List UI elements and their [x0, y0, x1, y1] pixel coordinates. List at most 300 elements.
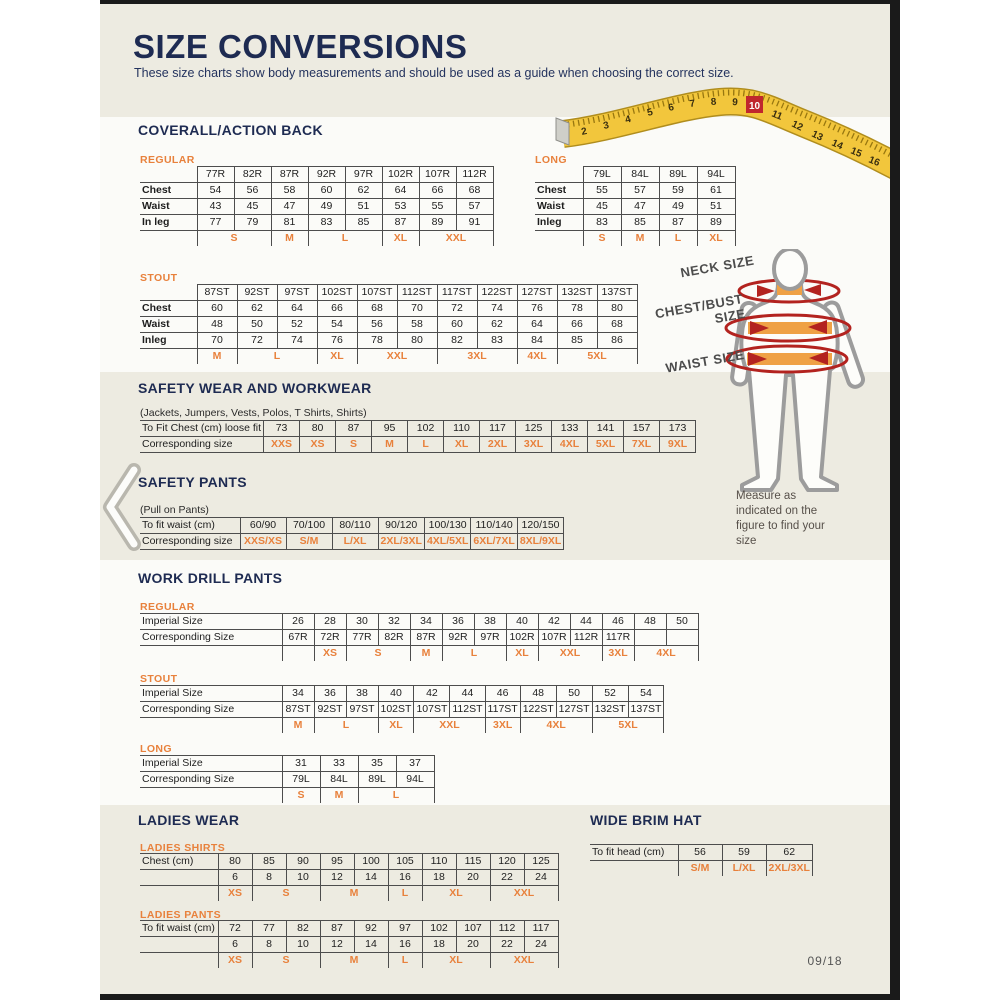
- value-cell: 46: [485, 686, 520, 702]
- size-group: L/XL: [722, 861, 766, 876]
- value-cell: 85: [557, 333, 597, 349]
- size-table: [140, 685, 664, 733]
- value-cell: 52: [277, 317, 317, 333]
- value-cell: 61: [697, 183, 735, 199]
- value-cell: 76: [517, 301, 557, 317]
- value-cell: 9XL: [660, 437, 696, 453]
- value-cell: 58: [397, 317, 437, 333]
- size-group: L: [659, 231, 697, 246]
- row-label: Chest: [140, 183, 197, 199]
- value-cell: 105: [388, 854, 422, 870]
- row-label: Corresponding Size: [140, 630, 282, 646]
- value-cell: 79L: [282, 772, 320, 788]
- value-cell: 55: [419, 199, 456, 215]
- svg-text:2: 2: [580, 126, 589, 138]
- value-cell: 49: [308, 199, 345, 215]
- neck-size-label: NECK SIZE: [679, 252, 756, 281]
- value-cell: 100: [354, 854, 388, 870]
- page-subtitle: These size charts show body measurements and should be used as a guide when choosing the correct size.: [134, 66, 734, 80]
- corner-cell: [140, 167, 197, 183]
- value-cell: 5XL: [588, 437, 624, 453]
- value-cell: 72: [218, 921, 252, 937]
- value-cell: 42: [538, 614, 570, 630]
- svg-text:6: 6: [667, 102, 676, 114]
- size-group: XXL: [490, 886, 558, 901]
- value-cell: 8: [252, 870, 286, 886]
- size-group: S: [197, 231, 271, 246]
- row-label: Chest (cm): [140, 854, 218, 870]
- value-cell: 52: [592, 686, 628, 702]
- safety-wear-table: [140, 420, 696, 453]
- value-cell: 89: [697, 215, 735, 231]
- value-cell: 50: [237, 317, 277, 333]
- size-group: S: [583, 231, 621, 246]
- value-cell: 64: [277, 301, 317, 317]
- column-header: 112R: [456, 167, 493, 183]
- size-group: XL: [697, 231, 735, 246]
- value-cell: 73: [264, 421, 300, 437]
- figure-caption: Measure as indicated on the figure to find your size: [736, 490, 825, 547]
- value-cell: 46: [602, 614, 634, 630]
- value-cell: 70/100: [286, 518, 332, 534]
- value-cell: 137ST: [628, 702, 664, 718]
- value-cell: 60: [197, 301, 237, 317]
- work-drill-regular-label: REGULAR: [140, 601, 195, 613]
- size-group: M: [320, 886, 388, 901]
- value-cell: 6: [218, 870, 252, 886]
- svg-text:12: 12: [789, 118, 805, 134]
- column-header: 132ST: [557, 285, 597, 301]
- svg-text:13: 13: [809, 128, 825, 144]
- value-cell: 110: [422, 854, 456, 870]
- wide-brim-hat-table: [590, 844, 813, 876]
- row-label: Imperial Size: [140, 756, 282, 772]
- value-cell: [634, 630, 666, 646]
- value-cell: 48: [197, 317, 237, 333]
- svg-text:7: 7: [688, 98, 696, 110]
- value-cell: 92R: [442, 630, 474, 646]
- size-group: M: [621, 231, 659, 246]
- value-cell: 115: [456, 854, 490, 870]
- value-cell: 54: [197, 183, 234, 199]
- value-cell: 97ST: [346, 702, 378, 718]
- value-cell: 117ST: [485, 702, 520, 718]
- value-cell: 102: [408, 421, 444, 437]
- size-group: XXL: [414, 718, 485, 733]
- value-cell: XXS/XS: [240, 534, 286, 550]
- value-cell: 44: [570, 614, 602, 630]
- coverall-long-table: [535, 166, 736, 246]
- value-cell: 91: [456, 215, 493, 231]
- value-cell: 30: [346, 614, 378, 630]
- size-group: XS: [314, 646, 346, 661]
- size-group: 5XL: [592, 718, 664, 733]
- value-cell: 77R: [346, 630, 378, 646]
- value-cell: 83: [583, 215, 621, 231]
- size-group: L: [388, 953, 422, 968]
- corner-cell: [535, 167, 583, 183]
- value-cell: 64: [382, 183, 419, 199]
- value-cell: 28: [314, 614, 346, 630]
- value-cell: 102ST: [378, 702, 414, 718]
- value-cell: 14: [354, 937, 388, 953]
- safety-pants-table: [140, 517, 564, 550]
- value-cell: 127ST: [556, 702, 592, 718]
- ladies-pants-label: LADIES PANTS: [140, 909, 222, 921]
- value-cell: 59: [659, 183, 697, 199]
- ladies-shirts-label: LADIES SHIRTS: [140, 842, 226, 854]
- value-cell: 90: [286, 854, 320, 870]
- row-label: Chest: [140, 301, 197, 317]
- value-cell: 78: [557, 301, 597, 317]
- column-header: 87R: [271, 167, 308, 183]
- column-header: 89L: [659, 167, 697, 183]
- size-group: S: [282, 788, 320, 803]
- corner-cell: [590, 861, 678, 876]
- value-cell: L/XL: [332, 534, 378, 550]
- row-label: [140, 870, 218, 886]
- value-cell: 62: [345, 183, 382, 199]
- value-cell: 110: [444, 421, 480, 437]
- value-cell: 122ST: [520, 702, 556, 718]
- value-cell: 16: [388, 870, 422, 886]
- value-cell: 48: [520, 686, 556, 702]
- value-cell: 22: [490, 870, 524, 886]
- value-cell: 68: [597, 317, 637, 333]
- column-header: 122ST: [477, 285, 517, 301]
- column-header: 87ST: [197, 285, 237, 301]
- value-cell: 97: [388, 921, 422, 937]
- column-header: 77R: [197, 167, 234, 183]
- corner-cell: [140, 953, 218, 968]
- value-cell: 36: [314, 686, 346, 702]
- size-group: 3XL: [485, 718, 520, 733]
- value-cell: 68: [456, 183, 493, 199]
- size-group: XXL: [357, 349, 437, 364]
- column-header: 82R: [234, 167, 271, 183]
- value-cell: 62: [477, 317, 517, 333]
- corner-cell: [140, 718, 282, 733]
- row-label: Inleg: [535, 215, 583, 231]
- value-cell: 92ST: [314, 702, 346, 718]
- column-header: 94L: [697, 167, 735, 183]
- size-group: M: [320, 953, 388, 968]
- value-cell: 8XL/9XL: [517, 534, 563, 550]
- value-cell: 87: [382, 215, 419, 231]
- value-cell: 49: [659, 199, 697, 215]
- row-label: Waist: [535, 199, 583, 215]
- size-table: [535, 166, 736, 246]
- value-cell: 89: [419, 215, 456, 231]
- value-cell: 54: [317, 317, 357, 333]
- row-label: Waist: [140, 199, 197, 215]
- size-group: 4XL: [517, 349, 557, 364]
- corner-cell: [535, 231, 583, 246]
- value-cell: 107ST: [414, 702, 450, 718]
- value-cell: 80: [397, 333, 437, 349]
- value-cell: 10: [286, 937, 320, 953]
- size-table: [590, 844, 813, 876]
- value-cell: 67R: [282, 630, 314, 646]
- row-label: Inleg: [140, 333, 197, 349]
- value-cell: 60: [308, 183, 345, 199]
- value-cell: 58: [271, 183, 308, 199]
- svg-text:5: 5: [646, 106, 655, 119]
- page-title: SIZE CONVERSIONS: [133, 28, 468, 65]
- size-table: [140, 920, 559, 968]
- chest-size-label: CHEST/BUST SIZE: [653, 291, 747, 327]
- tape-metal-tip: [556, 118, 569, 145]
- value-cell: 53: [382, 199, 419, 215]
- row-label: To Fit Chest (cm) loose fit: [140, 421, 264, 437]
- value-cell: 34: [410, 614, 442, 630]
- work-drill-long-label: LONG: [140, 743, 172, 755]
- head: [774, 249, 806, 289]
- value-cell: 102: [422, 921, 456, 937]
- row-label: Corresponding size: [140, 534, 240, 550]
- section-heading-safety-wear: SAFETY WEAR AND WORKWEAR: [138, 380, 372, 396]
- value-cell: 56: [357, 317, 397, 333]
- column-header: 97R: [345, 167, 382, 183]
- value-cell: 68: [357, 301, 397, 317]
- value-cell: 74: [477, 301, 517, 317]
- value-cell: 89L: [358, 772, 396, 788]
- section-heading-hat: WIDE BRIM HAT: [590, 812, 702, 828]
- value-cell: XS: [300, 437, 336, 453]
- size-group: XXL: [538, 646, 602, 661]
- column-header: 107ST: [357, 285, 397, 301]
- value-cell: 133: [552, 421, 588, 437]
- value-cell: 47: [271, 199, 308, 215]
- size-group: XL: [378, 718, 414, 733]
- value-cell: 3XL: [516, 437, 552, 453]
- row-label: Waist: [140, 317, 197, 333]
- safety-wear-note: (Jackets, Jumpers, Vests, Polos, T Shirts, Shirts): [140, 407, 367, 419]
- size-group: L: [358, 788, 434, 803]
- value-cell: 40: [378, 686, 414, 702]
- value-cell: L: [408, 437, 444, 453]
- value-cell: 117: [480, 421, 516, 437]
- value-cell: 56: [678, 845, 722, 861]
- coverall-regular-label: REGULAR: [140, 154, 195, 166]
- coverall-stout-table: [140, 284, 638, 364]
- value-cell: 50: [666, 614, 698, 630]
- waist-size-label: WAIST SIZE: [664, 346, 746, 376]
- value-cell: 32: [378, 614, 410, 630]
- value-cell: 77: [197, 215, 234, 231]
- value-cell: 95: [372, 421, 408, 437]
- value-cell: 102R: [506, 630, 538, 646]
- neck-arrow-right: [804, 284, 821, 296]
- value-cell: 95: [320, 854, 354, 870]
- size-group: XS: [218, 886, 252, 901]
- row-label: In leg: [140, 215, 197, 231]
- svg-text:4: 4: [624, 113, 633, 126]
- section-heading-ladies: LADIES WEAR: [138, 812, 240, 828]
- value-cell: 120/150: [517, 518, 563, 534]
- size-group: XXL: [419, 231, 493, 246]
- row-label: [140, 937, 218, 953]
- size-group: 3XL: [437, 349, 517, 364]
- value-cell: 107: [456, 921, 490, 937]
- value-cell: 87: [320, 921, 354, 937]
- value-cell: 18: [422, 937, 456, 953]
- value-cell: 132ST: [592, 702, 628, 718]
- value-cell: 14: [354, 870, 388, 886]
- value-cell: 33: [320, 756, 358, 772]
- value-cell: 37: [396, 756, 434, 772]
- value-cell: [666, 630, 698, 646]
- column-header: 112ST: [397, 285, 437, 301]
- value-cell: 22: [490, 937, 524, 953]
- value-cell: 57: [621, 183, 659, 199]
- coverall-long-label: LONG: [535, 154, 567, 166]
- value-cell: 110/140: [471, 518, 517, 534]
- value-cell: 76: [317, 333, 357, 349]
- value-cell: 44: [450, 686, 485, 702]
- corner-cell: [140, 886, 218, 901]
- column-header: 102ST: [317, 285, 357, 301]
- value-cell: 20: [456, 937, 490, 953]
- value-cell: 79: [234, 215, 271, 231]
- row-label: Chest: [535, 183, 583, 199]
- value-cell: 157: [624, 421, 660, 437]
- column-header: 79L: [583, 167, 621, 183]
- value-cell: 24: [524, 937, 558, 953]
- value-cell: 24: [524, 870, 558, 886]
- value-cell: 70: [397, 301, 437, 317]
- corner-cell: [140, 646, 282, 661]
- work-drill-regular-table: [140, 613, 699, 661]
- size-group: L: [314, 718, 378, 733]
- safety-pants-note: (Pull on Pants): [140, 504, 209, 516]
- value-cell: 141: [588, 421, 624, 437]
- value-cell: 20: [456, 870, 490, 886]
- row-label: Corresponding Size: [140, 772, 282, 788]
- value-cell: 18: [422, 870, 456, 886]
- value-cell: 31: [282, 756, 320, 772]
- value-cell: 62: [237, 301, 277, 317]
- svg-text:3: 3: [602, 120, 611, 132]
- value-cell: 43: [197, 199, 234, 215]
- size-group: S: [252, 953, 320, 968]
- size-group: 4XL: [634, 646, 698, 661]
- size-table: [140, 853, 559, 901]
- value-cell: 36: [442, 614, 474, 630]
- value-cell: 2XL: [480, 437, 516, 453]
- value-cell: 47: [621, 199, 659, 215]
- value-cell: 64: [517, 317, 557, 333]
- value-cell: 90/120: [378, 518, 424, 534]
- corner-cell: [140, 285, 197, 301]
- size-group: L: [308, 231, 382, 246]
- value-cell: 80: [218, 854, 252, 870]
- section-heading-safety-pants: SAFETY PANTS: [138, 474, 247, 490]
- value-cell: 86: [597, 333, 637, 349]
- size-group: M: [197, 349, 237, 364]
- value-cell: 6: [218, 937, 252, 953]
- value-cell: 51: [697, 199, 735, 215]
- value-cell: 80/110: [332, 518, 378, 534]
- value-cell: 59: [722, 845, 766, 861]
- chevron-left-icon[interactable]: [100, 462, 146, 554]
- value-cell: S/M: [286, 534, 332, 550]
- value-cell: XL: [444, 437, 480, 453]
- svg-text:10: 10: [749, 101, 761, 112]
- value-cell: 112: [490, 921, 524, 937]
- size-group: 4XL: [520, 718, 592, 733]
- value-cell: 87: [659, 215, 697, 231]
- size-table: [140, 613, 699, 661]
- value-cell: 38: [346, 686, 378, 702]
- value-cell: 56: [234, 183, 271, 199]
- column-header: 127ST: [517, 285, 557, 301]
- size-group: XS: [218, 953, 252, 968]
- ladies-pants-table: [140, 920, 559, 968]
- value-cell: 60: [437, 317, 477, 333]
- value-cell: 48: [634, 614, 666, 630]
- column-header: 84L: [621, 167, 659, 183]
- value-cell: 4XL: [552, 437, 588, 453]
- value-cell: 66: [419, 183, 456, 199]
- value-cell: 81: [271, 215, 308, 231]
- size-group: XL: [422, 953, 490, 968]
- value-cell: 117R: [602, 630, 634, 646]
- svg-text:8: 8: [710, 96, 717, 108]
- value-cell: 7XL: [624, 437, 660, 453]
- column-header: 102R: [382, 167, 419, 183]
- size-group: [282, 646, 314, 661]
- size-group: M: [282, 718, 314, 733]
- value-cell: 80: [300, 421, 336, 437]
- row-label: Corresponding Size: [140, 702, 282, 718]
- value-cell: 12: [320, 937, 354, 953]
- value-cell: 107R: [538, 630, 570, 646]
- value-cell: XXS: [264, 437, 300, 453]
- value-cell: 26: [282, 614, 314, 630]
- size-group: 3XL: [602, 646, 634, 661]
- coverall-stout-label: STOUT: [140, 272, 178, 284]
- size-group: XL: [382, 231, 419, 246]
- column-header: 117ST: [437, 285, 477, 301]
- column-header: 107R: [419, 167, 456, 183]
- value-cell: 51: [345, 199, 382, 215]
- value-cell: 50: [556, 686, 592, 702]
- value-cell: 34: [282, 686, 314, 702]
- value-cell: 117: [524, 921, 558, 937]
- value-cell: 87R: [410, 630, 442, 646]
- value-cell: 125: [516, 421, 552, 437]
- value-cell: 74: [277, 333, 317, 349]
- value-cell: 83: [308, 215, 345, 231]
- value-cell: 87ST: [282, 702, 314, 718]
- row-label: Imperial Size: [140, 686, 282, 702]
- size-group: L: [237, 349, 317, 364]
- value-cell: M: [372, 437, 408, 453]
- neck-arrow-left: [757, 285, 775, 297]
- value-cell: 12: [320, 870, 354, 886]
- size-group: S/M: [678, 861, 722, 876]
- value-cell: 85: [621, 215, 659, 231]
- value-cell: 55: [583, 183, 621, 199]
- value-cell: 94L: [396, 772, 434, 788]
- value-cell: 62: [766, 845, 812, 861]
- size-group: M: [410, 646, 442, 661]
- value-cell: 72: [437, 301, 477, 317]
- size-group: M: [320, 788, 358, 803]
- size-group: L: [442, 646, 506, 661]
- svg-text:14: 14: [829, 137, 845, 153]
